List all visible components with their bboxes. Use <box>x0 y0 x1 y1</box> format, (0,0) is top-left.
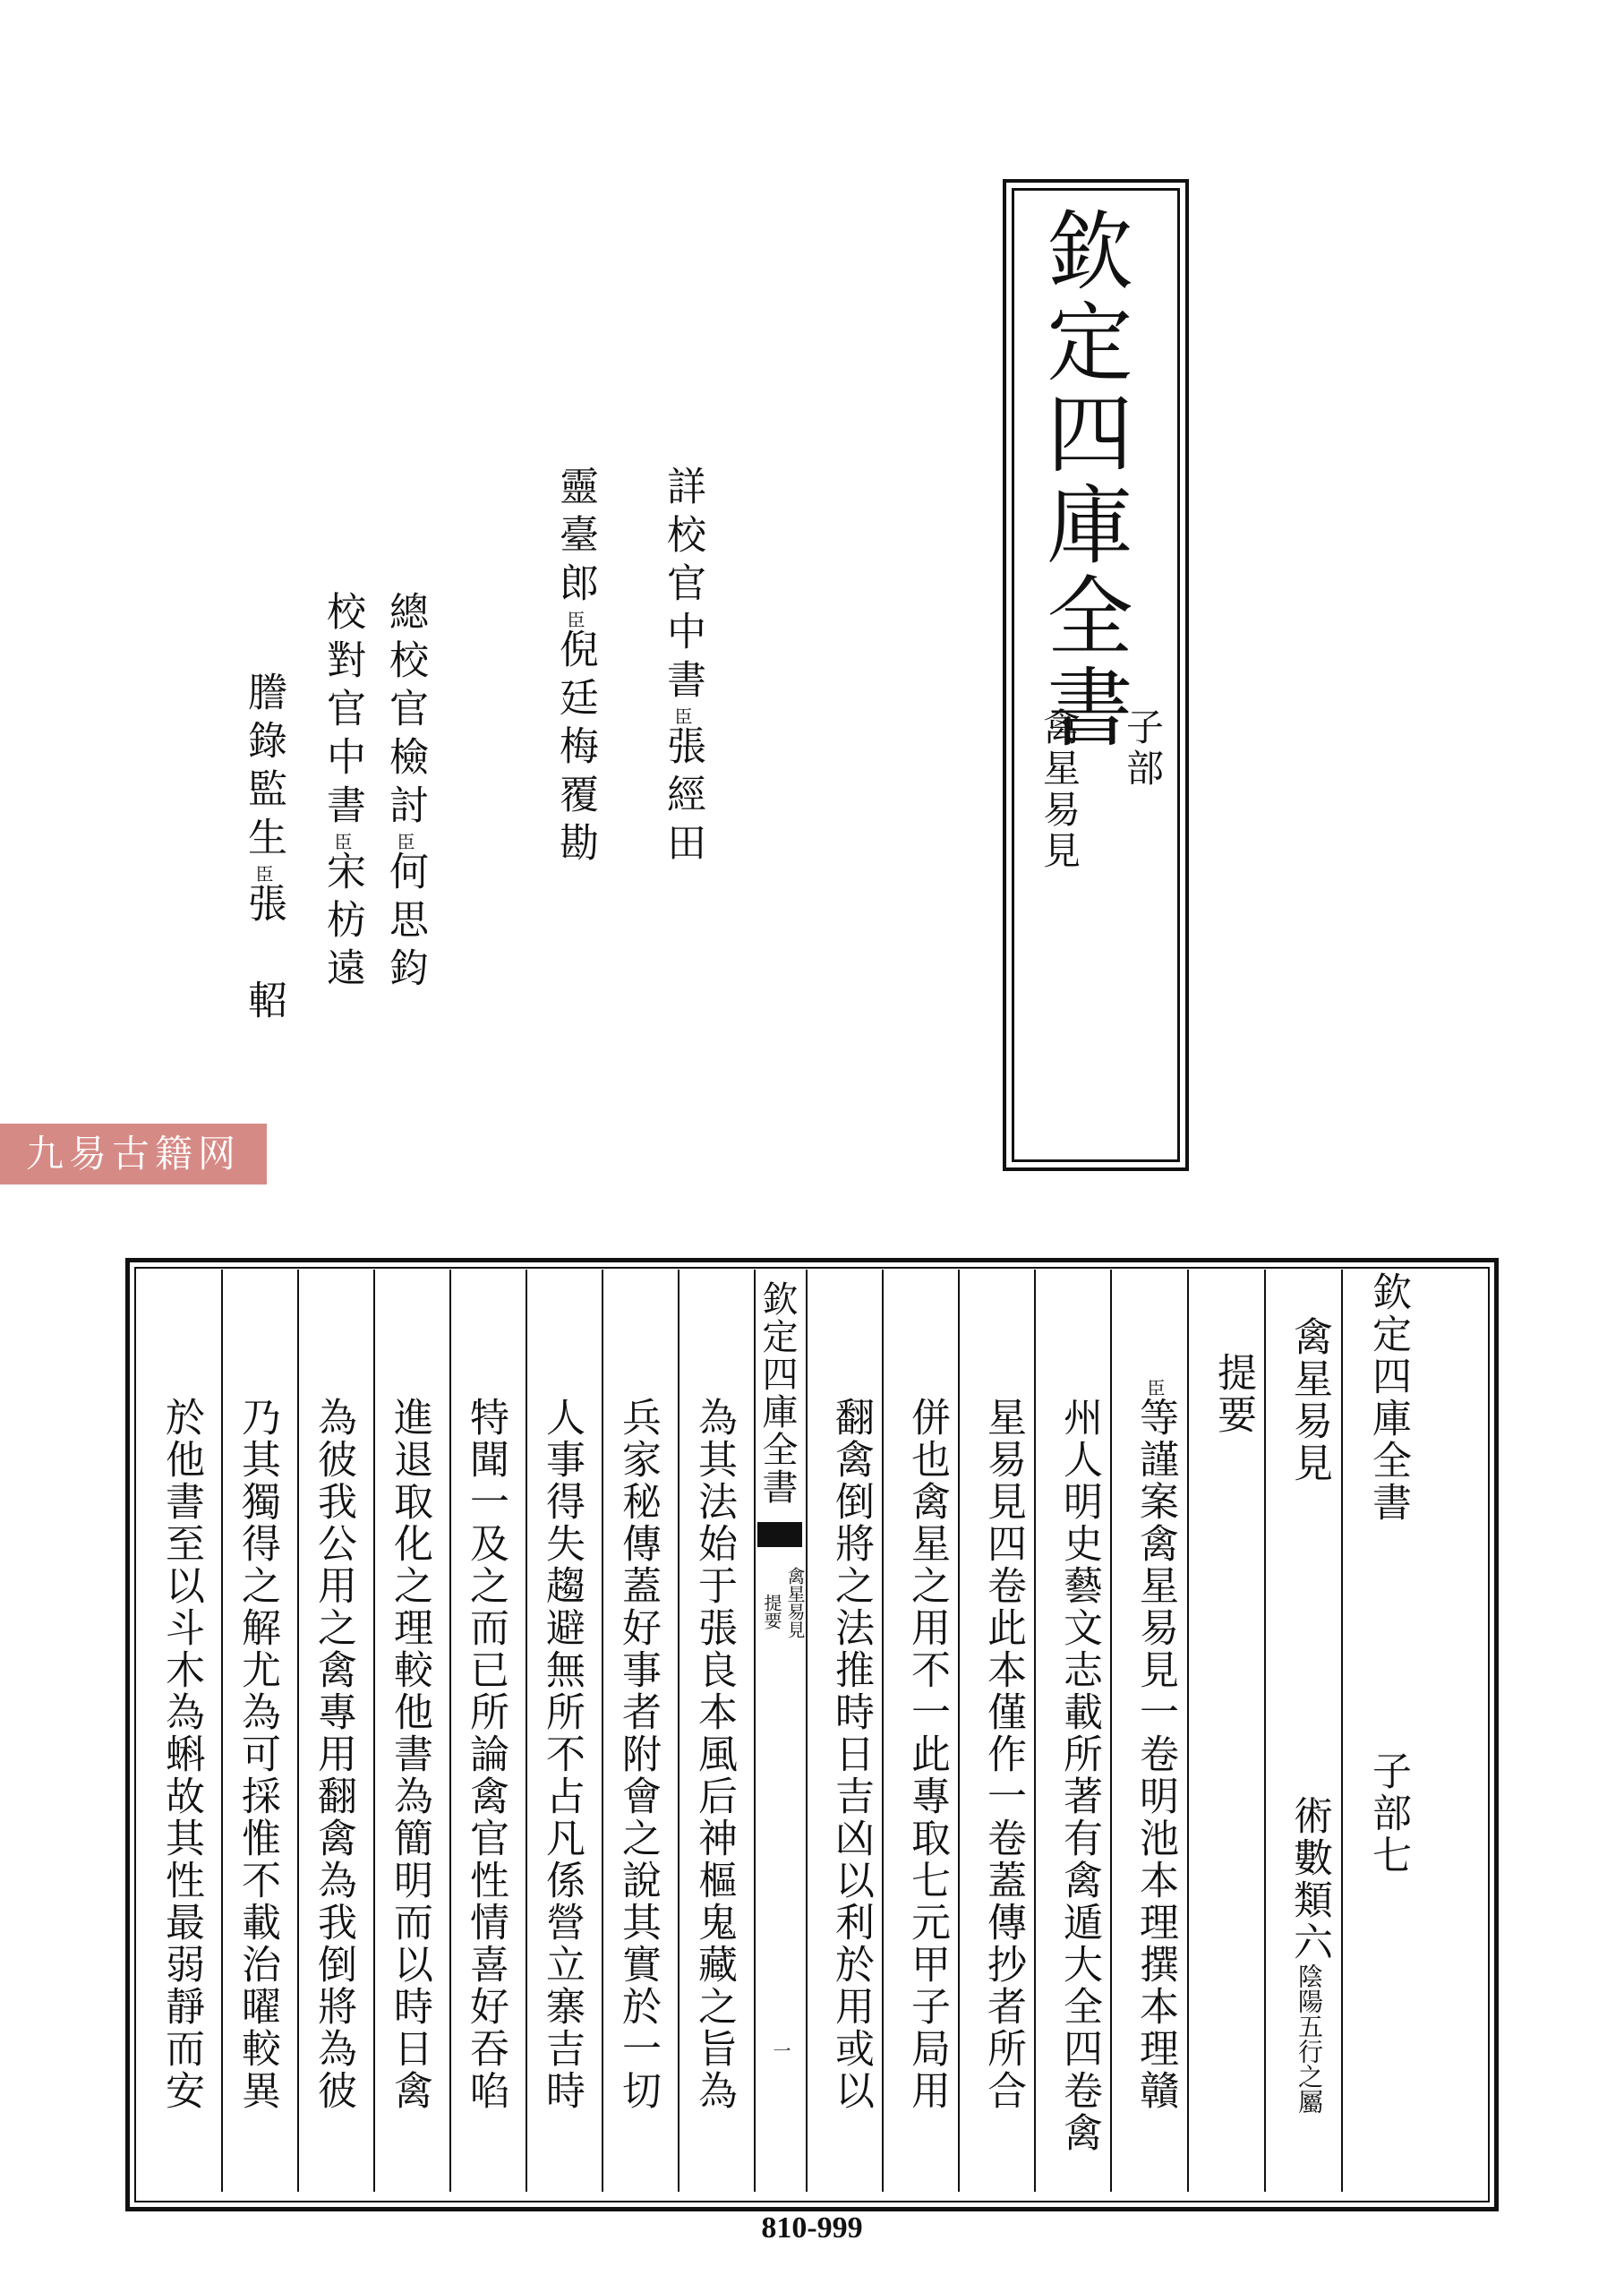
text-column-5: 翻禽倒將之法推時日吉凶以利於用或以 <box>828 1397 874 2112</box>
column-rule <box>1264 1270 1266 2192</box>
credit-lingtai <box>552 466 598 870</box>
credit-xiangjiao <box>660 466 705 870</box>
page-book-title: 禽星易見 <box>1286 1316 1332 1484</box>
text-column-12: 乃其獨得之解尤為可採惟不載治曜較異 <box>235 1397 280 2112</box>
credit-jiaodui-name: 宋枋遠 <box>320 851 365 996</box>
column-rule <box>1110 1270 1112 2192</box>
credit-lingtai-name: 倪廷梅覆勘 <box>552 629 598 870</box>
credit-jiaodui-chen: 臣 <box>331 833 353 851</box>
text-chen: 臣 <box>1144 1379 1166 1397</box>
credit-xiangjiao-name: 張經田 <box>660 725 705 870</box>
page-tiyao-heading: 提要 <box>1210 1352 1256 1436</box>
title-slip-main-title: 欽定四庫全書 <box>1033 206 1133 754</box>
text-column-10: 進退取化之理較他書為簡明而以時日禽 <box>387 1397 432 2112</box>
credit-jiaodui-title: 校對官中書 <box>320 591 365 833</box>
column-rule <box>373 1270 375 2192</box>
center-strip-title: 欽定四庫全書 <box>756 1280 798 1506</box>
credit-zongjiao-chen: 臣 <box>394 833 415 851</box>
credit-xiangjiao-chen: 臣 <box>671 707 693 725</box>
credit-jiaodui <box>320 591 365 996</box>
page-classification-small: 陰陽五行之屬 <box>1295 1963 1324 2114</box>
page-classification <box>1286 1795 1332 2114</box>
credit-tenglu-title: 謄錄監生 <box>241 671 286 865</box>
column-rule <box>221 1270 223 2192</box>
column-rule <box>449 1270 451 2192</box>
text-column-8: 人事得失趨避無所不占凡係營立寨吉時 <box>539 1397 585 2112</box>
credit-xiangjiao-title: 詳校官中書 <box>660 466 705 707</box>
credit-zongjiao <box>382 591 428 996</box>
text-column-2: 州人明史藝文志載所著有禽遁大全四卷禽 <box>1056 1397 1102 2154</box>
text-column-4: 併也禽星之用不一此專取七元甲子局用 <box>904 1397 950 2112</box>
column-rule <box>882 1270 884 2192</box>
credit-lingtai-chen: 臣 <box>564 611 585 629</box>
credit-zongjiao-name: 何思鈞 <box>382 851 428 996</box>
column-rule <box>1187 1270 1189 2192</box>
title-slip-category: 子部 <box>1121 707 1165 790</box>
text-column-1 <box>1133 1379 1178 2112</box>
column-rule <box>297 1270 299 2192</box>
text-column-1-body: 等謹案禽星易見一卷明池本理撰本理贛 <box>1133 1397 1178 2112</box>
text-column-13: 於他書至以斗木為蝌故其性最弱靜而安 <box>158 1397 204 2112</box>
column-rule <box>1034 1270 1036 2192</box>
page-classification-text: 術數類六 <box>1286 1795 1332 1963</box>
text-column-7: 兵家秘傳蓋好事者附會之說其實於一切 <box>615 1397 661 2112</box>
column-rule <box>678 1270 680 2192</box>
page-header-title: 欽定四庫全書 <box>1365 1271 1411 1524</box>
credit-zongjiao-title: 總校官檢討 <box>382 591 428 833</box>
fish-tail-mark <box>757 1522 802 1547</box>
column-rule <box>526 1270 527 2192</box>
center-strip-leaf-number: 一 <box>770 2041 791 2059</box>
credit-lingtai-title: 靈臺郎 <box>552 466 598 611</box>
watermark-badge: 九易古籍网 <box>0 1124 267 1184</box>
column-rule <box>958 1270 960 2192</box>
page-number: 810-999 <box>761 2211 863 2245</box>
text-column-3: 星易見四卷此本僅作一卷蓋傳抄者所合 <box>980 1397 1026 2112</box>
column-rule <box>806 1270 808 2192</box>
text-column-6: 為其法始于張良本風后神樞鬼藏之旨為 <box>691 1397 737 2112</box>
text-column-11: 為彼我公用之禽專用翻禽為我倒將為彼 <box>311 1397 356 2112</box>
page-header-section: 子部七 <box>1365 1750 1411 1877</box>
credit-tenglu-chen: 臣 <box>252 865 274 883</box>
center-strip-book: 禽星易見 <box>784 1567 806 1638</box>
credit-tenglu-name: 張 軺 <box>241 883 286 1028</box>
credit-tenglu <box>241 671 286 1028</box>
column-rule <box>1341 1270 1343 2192</box>
column-rule <box>602 1270 603 2192</box>
center-strip-tiyao: 提要 <box>761 1594 782 1629</box>
title-slip-book-title: 禽星易見 <box>1038 707 1081 872</box>
text-column-9: 特聞一及之而已所論禽官性情喜好吞啗 <box>463 1397 509 2112</box>
